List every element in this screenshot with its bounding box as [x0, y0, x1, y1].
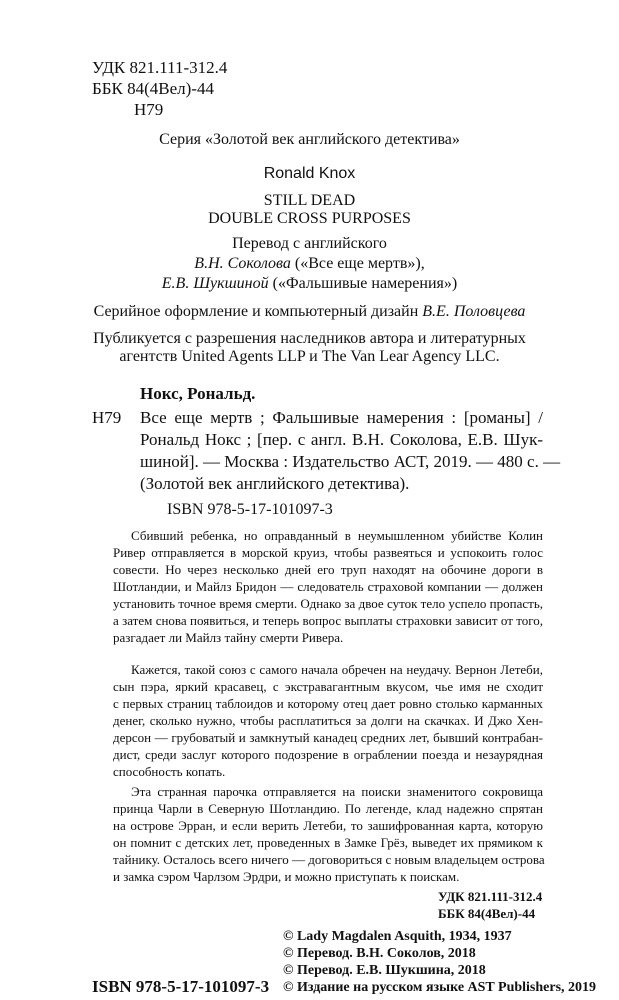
author-sign-code: Н79	[134, 100, 164, 119]
bottom-bbk-code: ББК 84(4Вел)-44	[438, 906, 536, 921]
author-english: Ronald Knox	[263, 165, 356, 182]
annotation-3-line-2: принца Чарли в Северную Шотландию. По легенде, клад надежно спрятан	[113, 801, 543, 816]
translation-credit-1	[0, 255, 619, 273]
design-credit	[0, 303, 619, 321]
annotation-3-line-4: он помнит с детских лет, проведенных в Замке Грёз, выведет их прямиком к	[113, 835, 543, 850]
translation-credit-2	[0, 275, 619, 293]
biblio-line-3: шиной]. — Москва : Издательство АСТ, 2019. — 480 с. —	[140, 452, 561, 471]
translator-1-name: В.Н. Соколова	[194, 255, 291, 272]
annotation-2-line-7: способность копать.	[113, 764, 226, 779]
translator-2-work: («Фальшивые намерения»)	[268, 275, 458, 292]
annotation-2-line-1: Кажется, такой союз с самого начала обречен на неудачу. Вернон Летеби,	[131, 662, 543, 677]
annotation-3-line-5: тайнику. Осталось всего ничего — договориться с новым владельцем острова	[113, 852, 545, 867]
title-english-1: STILL DEAD	[263, 192, 356, 209]
annotation-2-line-5: дерсон — грубоватый и замкнутый канадец средних лет, бывший контрабан-	[113, 730, 543, 745]
copyright-line-1: © Lady Magdalen Asquith, 1934, 1937	[283, 929, 512, 944]
annotation-3-line-3: на острове Эрран, и если верить Летеби, то зашифрованная карта, которую	[113, 818, 543, 833]
design-credit-text: Серийное оформление и компьютерный дизайн	[93, 303, 423, 320]
biblio-line-4: (Золотой век английского детектива).	[140, 474, 410, 493]
biblio-line-1: Все еще мертв ; Фальшивые намерения : [романы] /	[140, 408, 543, 427]
annotation-2-line-6: дист, среди заслуг которого подозрение в ограблении поезда и незаурядная	[113, 747, 543, 762]
annotation-3-line-6: и замка сэром Чарлзом Эрдри, и можно приступать к поискам.	[113, 869, 460, 884]
biblio-code: Н79	[92, 408, 122, 427]
biblio-line-2: Рональд Нокс ; [пер. с англ. В.Н. Соколова, Е.В. Шук-	[140, 430, 543, 449]
annotation-1-line-3: совести. Но через несколько дней его труп находят на обочине дороги в	[113, 562, 543, 577]
rights-line-1: Публикуется с разрешения наследников автора и литературных	[93, 330, 526, 347]
annotation-1-line-7: разгадает ли Майлз тайну смерти Ривера.	[113, 630, 344, 645]
bottom-udk-code: УДК 821.111-312.4	[438, 889, 543, 904]
bbk-code: ББК 84(4Вел)-44	[92, 79, 214, 98]
copyright-line-4: © Издание на русском языке AST Publishers, 2019	[283, 980, 597, 995]
biblio-author: Нокс, Рональд.	[140, 384, 256, 403]
translator-2-name: Е.В. Шукшиной	[161, 275, 269, 292]
biblio-isbn: ISBN 978-5-17-101097-3	[167, 501, 333, 518]
annotation-3-line-1: Эта странная парочка отправляется на поиски знаменитого сокровища	[131, 784, 543, 799]
annotation-2-line-3: с первых страниц таблоидов и которому отец дает ровно столько карманных	[113, 696, 543, 711]
annotation-1-line-2: Ривер отправляется в морской круиз, чтобы развеяться и успокоить голос	[113, 545, 543, 560]
title-english-2: DOUBLE CROSS PURPOSES	[208, 210, 411, 227]
annotation-2-line-4: денег, сколько нужно, чтобы расплатиться за долги на скачках. И Джо Хен-	[113, 713, 543, 728]
copyright-line-3: © Перевод. Е.В. Шукшина, 2018	[283, 963, 486, 978]
translation-intro: Перевод с английского	[232, 235, 387, 252]
bottom-isbn: ISBN 978-5-17-101097-3	[92, 977, 270, 996]
annotation-1-line-4: Шотландии, и Майлз Бридон — следователь страховой компании — должен	[113, 579, 543, 594]
annotation-2-line-2: сын пэра, яркий красавец, с экстравагантным вкусом, чье имя не сходит	[113, 679, 543, 694]
designer-name: В.Е. Половцева	[422, 303, 526, 320]
series-title: Серия «Золотой век английского детектива»	[159, 131, 460, 148]
translator-1-work: («Все еще мертв»),	[290, 255, 425, 272]
udk-code: УДК 821.111-312.4	[92, 58, 228, 77]
annotation-1-line-1: Сбивший ребенка, но оправданный в неумышленном убийстве Колин	[131, 528, 543, 543]
copyright-line-2: © Перевод. В.Н. Соколов, 2018	[283, 946, 476, 961]
annotation-1-line-5: установить точное время смерти. Однако за двое суток тело успело пропасть,	[113, 596, 543, 611]
rights-line-2: агентств United Agents LLP и The Van Lear Agency LLC.	[119, 348, 500, 365]
annotation-1-line-6: а затем снова появиться, и теперь вопрос выплаты страховки зависит от того,	[113, 613, 543, 628]
